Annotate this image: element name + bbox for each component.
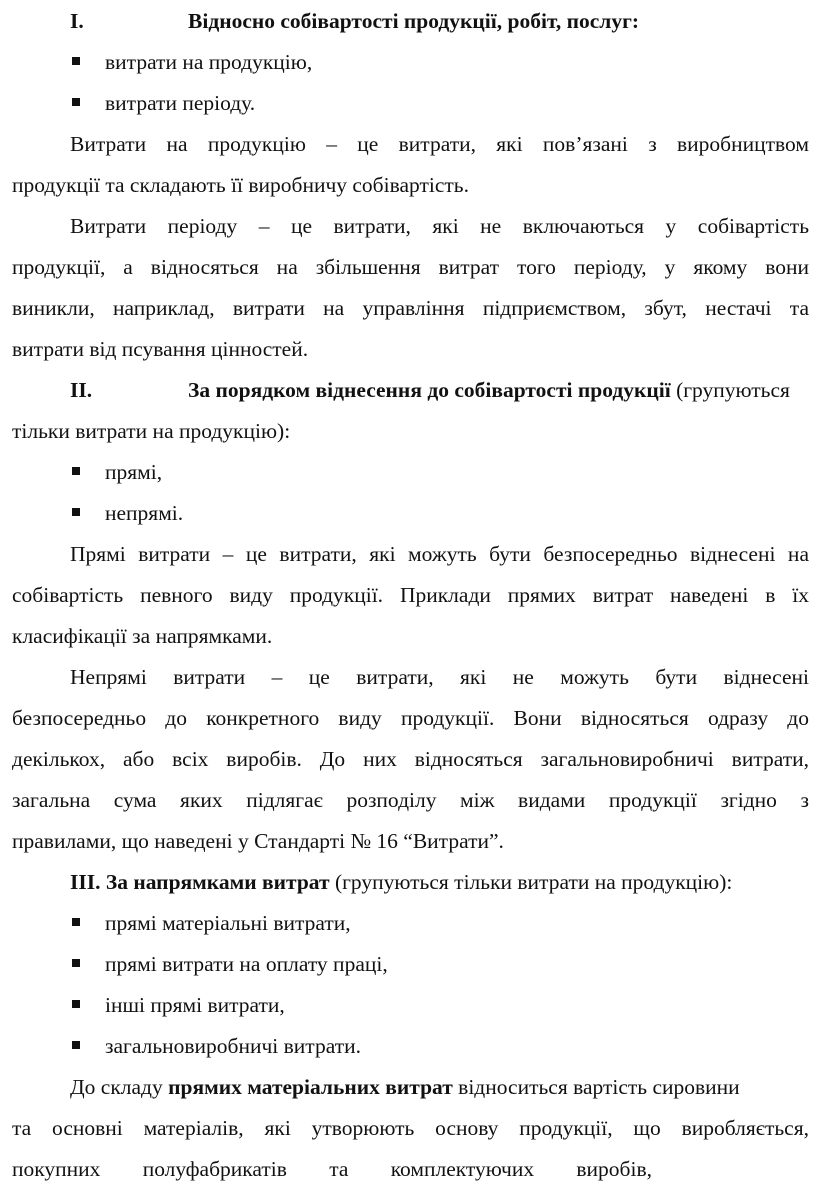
bullet-icon (72, 918, 80, 926)
section-2-number: II. (70, 378, 93, 402)
paragraph-line: собівартість певного виду продукції. Приклади прямих витрат наведені в їх (12, 583, 809, 607)
paragraph-line: Витрати на продукцію – це витрати, які пов’язані з виробництвом (70, 132, 809, 156)
bullet-icon (72, 959, 80, 967)
paragraph-line: виникли, наприклад, витрати на управління підприємством, збут, нестачі та (12, 296, 809, 320)
section-1-title: Відносно собівартості продукції, робіт, послуг: (188, 9, 640, 33)
paragraph-line: та основні матеріалів, які утворюють основу продукції, що виробляється, (12, 1116, 809, 1140)
paragraph-line: декількох, або всіх виробів. До них відносяться загальновиробничі витрати, (12, 747, 809, 771)
paragraph-line: продукції, а відносяться на збільшення витрат того періоду, у якому вони (12, 255, 809, 279)
section-2-heading (12, 376, 809, 404)
paragraph-line: Витрати періоду – це витрати, які не включаються у собівартість (70, 214, 809, 238)
paragraph-line: витрати від псування цінностей. (12, 337, 309, 361)
section-3-heading (12, 868, 809, 896)
section-3-number: III. (70, 870, 101, 894)
bullet-icon (72, 1000, 80, 1008)
bullet-icon (72, 508, 80, 516)
paragraph-line: правилами, що наведені у Стандарті № 16 “Витрати”. (12, 829, 504, 853)
paragraph-line: тільки витрати на продукцію): (12, 419, 291, 443)
section-2-title: За порядком віднесення до собівартості продукції (188, 378, 671, 402)
bullet-icon (72, 57, 80, 65)
section-2-title-tail: (групуються (670, 378, 790, 402)
paragraph-line: класифікації за напрямками. (12, 624, 273, 648)
paragraph-line: загальна сума яких підлягає розподілу між видами продукції згідно з (12, 788, 809, 812)
section-1-number: I. (70, 9, 84, 33)
paragraph-line: продукції та складають її виробничу собівартість. (12, 173, 469, 197)
bullet-icon (72, 98, 80, 106)
paragraph-line: покупних полуфабрикатів та комплектуючих виробів, (12, 1157, 652, 1181)
bullet-icon (72, 1041, 80, 1049)
bold-term: прямих матеріальних витрат (168, 1075, 453, 1099)
paragraph-line: Прямі витрати – це витрати, які можуть бути безпосередньо віднесені на (70, 542, 809, 566)
bullet-icon (72, 467, 80, 475)
section-3-title-tail: (групуються тільки витрати на продукцію): (329, 870, 733, 894)
section-1-heading (12, 7, 809, 35)
section-3-title: За напрямками витрат (105, 870, 330, 894)
paragraph-line: Непрямі витрати – це витрати, які не можуть бути віднесені (70, 665, 809, 689)
paragraph-line: безпосередньо до конкретного виду продукції. Вони відносяться одразу до (12, 706, 809, 730)
paragraph-line: До складу прямих матеріальних витрат відноситься вартість сировини (70, 1075, 740, 1099)
